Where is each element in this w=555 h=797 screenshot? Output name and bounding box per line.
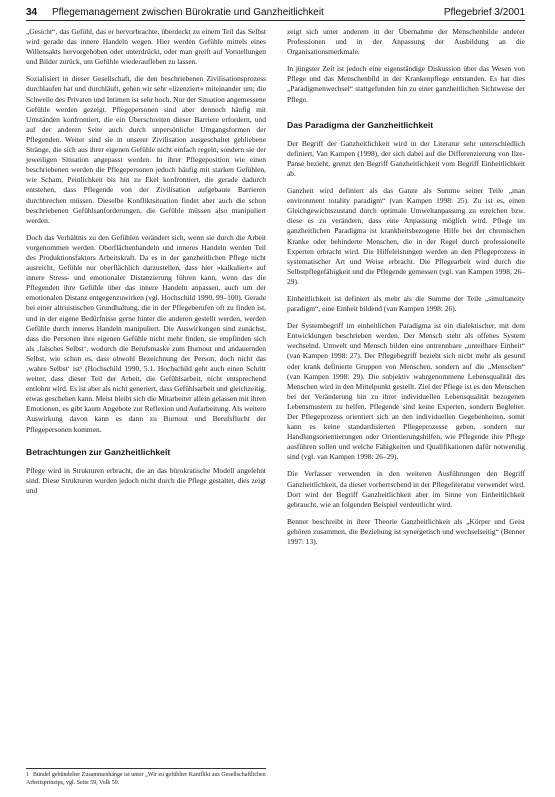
journal-issue: Pflegebrief 3/2001: [443, 7, 525, 18]
footnote-number: 1: [26, 772, 29, 778]
footnote: [26, 768, 266, 787]
paragraph: Sozialisiert in dieser Gesellschaft, die den beschriebenen Zivilisationsprozess durchlaufen hat und durchläuft, gehen wir sehr »lizenziert« miteinander um; die Schwelle des Privaten und Intimen ist sehr hoch. Nur der Situation angemessene Gefühle werden gezeigt. Pflegepersonen sind aber dennoch häufig mit Umständen konfrontiert, die ein Überschreiten dieser Barriere erfordern, und auf der anderen Seite auch durch unpersönliche Umgangsformen der Pflegenden. Weiter sind sie in unserer Zivilisation ausgeschaltet gebliebene Stränge, die sich aus ihrer eigenen Gefühle nicht einfach regeln, sondern sie der jeweiligen Situation angepasst werden. In ihrer Pflegeposition wie einen beschriebenen werden die Pflegepersonen jedoch häufig mit starken Gefühlen, wie Scham, Peinlichkeit bis hin zu Ekel konfrontiert, die gerade dadurch entstehen, dass Pflegende von der Zivilisation aufgebaute Barrieren durchbrechen müssen. Dieselbe Konfliktsituation findet aber auch die schon beschriebenen Gefühlsanforderungen, die Gefühle müssen also manipuliert werden.: [26, 74, 266, 225]
section-heading: Das Paradigma der Ganzheitlichkeit: [287, 119, 434, 130]
paragraph: Doch das Verhältnis zu den Gefühlen verändert sich, wenn sie durch die Arbeit vorgenommen werden. Oberflächenhandeln und inneres Handeln werden Teil des Produktionsfaktors Arbeitskraft. Da es in der ganzheitlichen Pflege nicht ausreicht, Gefühle nur oberflächlich darzustellen, dass hier »kalkuliert« auf innere Stress- und emotionaler Distanzierung führen kann, wenn das die Pflegenden ihre Gefühle über das innere Handeln anpassen, auch um der emotionalen Distanz entgegenzuwirken (vgl. Hochschild 1990, 99–100). Gerade bei einer altruistischen Grundhaltung, die in der Pflegeberufen oft zu finden ist, und in der eigene Bedürfnisse gerne hinter die anderen gestellt werden, werden Gefühle durch inneres Handeln manipuliert. Die Auswirkungen sind zunächst, dass die Personen ihre eigenen Gefühle nicht mehr finden, sie empfinden sich als ‚falsches Selbst‘, wodurch die Berufsmaske zum Burnout und andauernden Selbst, wie schon es, dass obwohl Bezeichnung der Person, doch nicht das ‚wahre Selbst‘ ist¹ (Hochschild 1990, 5.1. Hochschild geht auch einen Schritt weiter, dass dieser Teil der Arbeit, die Gefühlsarbeit, nicht entsprechend entlohnt wird. Es ist aber als nicht generiert, dass Gefühlsarbeit und gleichzeitig, etwas geschehen kann. Meist bleibt sich die Mitarbeiter allein gelassen mit ihren Emotionen, es gibt kaum Angebote zur Reflexion und Aufarbeitung. Als weitere Auswirkung davon kann es dann zu Burnout und Berufsflucht der Pflegepersonen kommen.: [26, 232, 266, 434]
paragraph: „Gesicht“, das Gefühl, das er hervorbrachte, überdeckt zu einem Teil das Selbst wird gerade das innere Handeln wegen. Hier werden Gefühle mittels eines Willensakts hervorgehoben oder unterdrückt, oder man greift auf Vorstellungen und Bilder zurück, um Gefühle wiederaufleben zu lassen.: [26, 27, 266, 67]
paragraph: Ganzheit wird definiert als das Ganze als Summe seiner Teile „man environment totality paradigm“ (van Kampen 1998: 25). Zu ist es, einen Gleichgewichtszustand durch optimale Umweltanpassung zu erreichen bzw. diese es zu verändern, dass eine Anpassung möglich wird. Pflege im ganzheitlichen Paradigma ist krankheitsbezogene Hilfe bei der chronischen Kranke oder behinderte Menschen, die in der Regel durch professionelle Experten erbracht wird. Die Hilfeleistungen werden an den Pflegeprozess in systematischer Art und Weise erbracht. Die Pflegearbeit wird durch die Selbstpflegefähigkeit und die Pflegende gemessen (vgl. van Kampen 1998, 26–29).: [287, 186, 525, 286]
footnote-text: Bündel gebündelter Zusammenhänge ist unter „Wir zu gefühlter Kantflikt aus Gesellschaftlichen Arbeitsprinzips, vgl. Seite 59, Volk 59.: [26, 772, 266, 786]
paragraph: Der Begriff der Ganzheitlichkeit wird in der Literatur sehr unterschiedlich definiert, Van Kampen (1998), der sich dabei auf die Differenzierung von Ilze-Panse bezieht, grenzt den Begriff Ganzheitlichkeit vom Begriff Einheitlichkeit ab.: [287, 138, 525, 178]
running-header: [26, 6, 525, 21]
left-column: [26, 27, 266, 503]
paragraph: Einheitlichkeit ist definiert als mehr als die Summe der Teile „simultaneity paradigm“, eine Einheit bildend (van Kampen 1998: 26).: [287, 293, 525, 314]
paragraph: Die Verfasser verwenden in den weiteren Ausführungen den Begriff Ganzheitlichkeit, da dieser vorherrschend in der Pflegeliteratur verwendet wird. Dort wird der Begriff Ganzheitlichkeit aber im Sinne von Einheitlichkeit gebraucht, wie an folgenden Beispiel verdeutlicht wird.: [287, 469, 525, 509]
right-column: [287, 27, 525, 554]
section-heading: Betrachtungen zur Ganzheitlichkeit: [26, 446, 171, 457]
page-number: 34: [26, 7, 38, 18]
paragraph: Benner beschreibt in ihrer Theorie Ganzheitlichkeit als „Körper und Geist gehören zusammen, die Beziehung ist synergetisch und wechselseitig“ (Benner 1997: 13).: [287, 516, 525, 547]
paragraph: Pflege wird in Strukturen erbracht, die an das bürokratische Modell angelehnt sind. Diese Strukturen wurden jedoch nicht durch die Pflege gestaltet, dies zeigt und: [26, 465, 266, 495]
paragraph: zeigt sich unter anderem in der Übernahme der Menschenbilde anderer Professionen und in der Anpassung der Ausbildung an die Organisationsmerkmale.: [287, 27, 525, 57]
paragraph: Der Systembegriff im einheitlichen Paradigma ist ein dialektischer, mit dem Entwicklungen beschrieben werden. Der Mensch steht als offenes System wechselnd. Umwelt und Mensch bilden eine untrennbare „unteilbare Einheit“ (van Kampen 1998: 27). Der Pflegebegriff bezieht sich nicht mehr als gesund oder krank definierte Gruppen von Menschen, sondern auf die „Menschen“ (van Kampen 1998: 29). Die subjektiv wahrgenommene Lebensqualität des Menschen wird in den Mittelpunkt gestellt. Ziel der Pflege ist es den Menschen bei der Veränderung hin zu ihrer individuellen Lebensqualität bezogenen Lebensmustern zu helfen. Pflegende sind keine Experten, sondern Begleiter. Der Pflegeprozess orientiert sich an den individuellen Gegebenheiten, somit kann es keine standardisierten Pflegeprozesse geben, sondern nur Handlungsorientierungen oder Orientierungshilfen, wie Pflegende ihre Pflege ausführen sollen und welche Fähigkeiten und Qualifikationen dafür notwendig sind (vgl. van Kampen 1998: 26–29).: [287, 321, 525, 462]
paragraph: In jüngster Zeit ist jedoch eine eigenständige Diskussion über das Wesen von Pflege und das Menschenbild in der Krankenpflege entstanden. Es hat dies „Paradigmenwechsel“ stattgefunden hin zu einer ganzheitlichen Sichtweise der Pflege.: [287, 64, 525, 104]
running-title: Pflegemanagement zwischen Bürokratie und Ganzheitlichkeit: [52, 7, 324, 18]
